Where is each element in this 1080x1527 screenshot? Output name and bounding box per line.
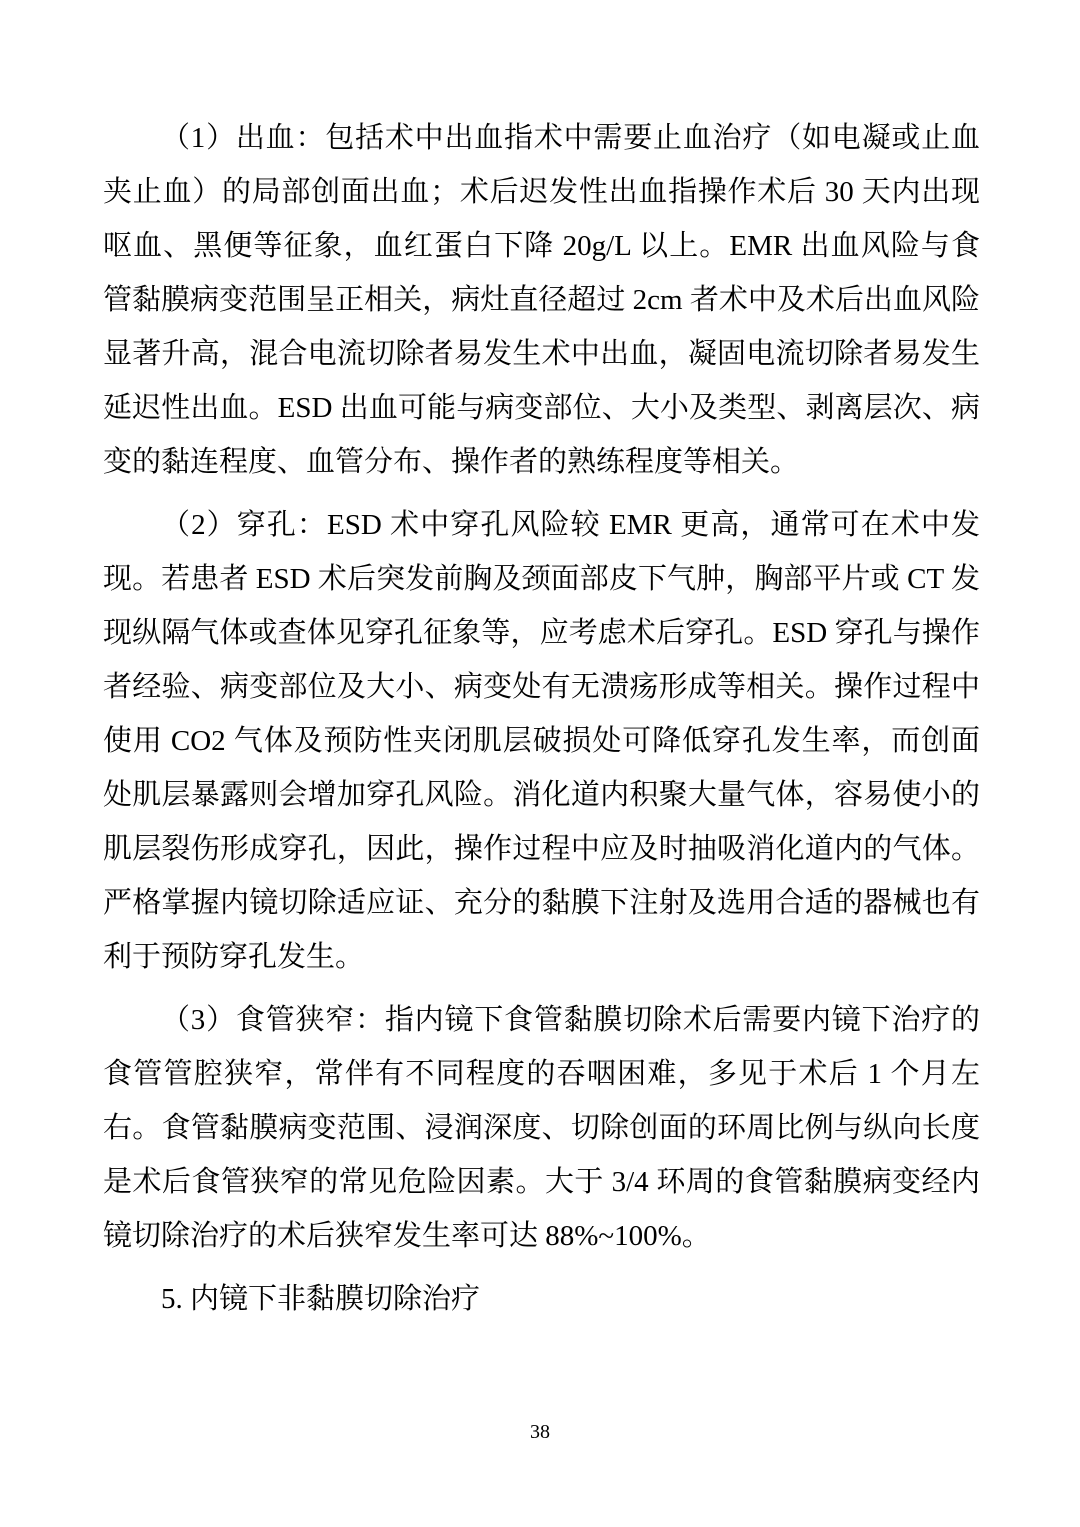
paragraph-esophageal-stricture: （3）食管狭窄：指内镜下食管黏膜切除术后需要内镜下治疗的食管管腔狭窄，常伴有不同程度的吞咽困难，多见于术后 1 个月左右。食管黏膜病变范围、浸润深度、切除创面的环周比例与纵向长度是术后食管狭窄的常见危险因素。大于 3/4 环周的食管黏膜病变经内镜切除治疗的术后狭窄发生率可达 88%~100%。 [103,1004,980,1252]
page-number: 38 [530,1421,550,1443]
paragraph-perforation: （2）穿孔：ESD 术中穿孔风险较 EMR 更高，通常可在术中发现。若患者 ESD 术后突发前胸及颈面部皮下气肿，胸部平片或 CT 发现纵隔气体或查体见穿孔征象等，应考虑术后穿孔。ESD 穿孔与操作者经验、病变部位及大小、病变处有无溃疡形成等相关。操作过程中使用 CO2 气体及预防性夹闭肌层破损处可降低穿孔发生率，而创面处肌层暴露则会增加穿孔风险。消化道内积聚大量气体，容易使小的肌层裂伤形成穿孔，因此，操作过程中应及时抽吸消化道内的气体。严格掌握内镜切除适应证、充分的黏膜下注射及选用合适的器械也有利于预防穿孔发生。 [103,509,980,973]
page-content [103,111,980,1326]
paragraph-bleeding: （1）出血：包括术中出血指术中需要止血治疗（如电凝或止血夹止血）的局部创面出血；术后迟发性出血指操作术后 30 天内出现呕血、黑便等征象，血红蛋白下降 20g/L 以上。EMR 出血风险与食管黏膜病变范围呈正相关，病灶直径超过 2cm 者术中及术后出血风险显著升高，混合电流切除者易发生术中出血，凝固电流切除者易发生延迟性出血。ESD 出血可能与病变部位、大小及类型、剥离层次、病变的黏连程度、血管分布、操作者的熟练程度等相关。 [103,122,980,478]
section-heading: 5. 内镜下非黏膜切除治疗 [161,1283,481,1315]
